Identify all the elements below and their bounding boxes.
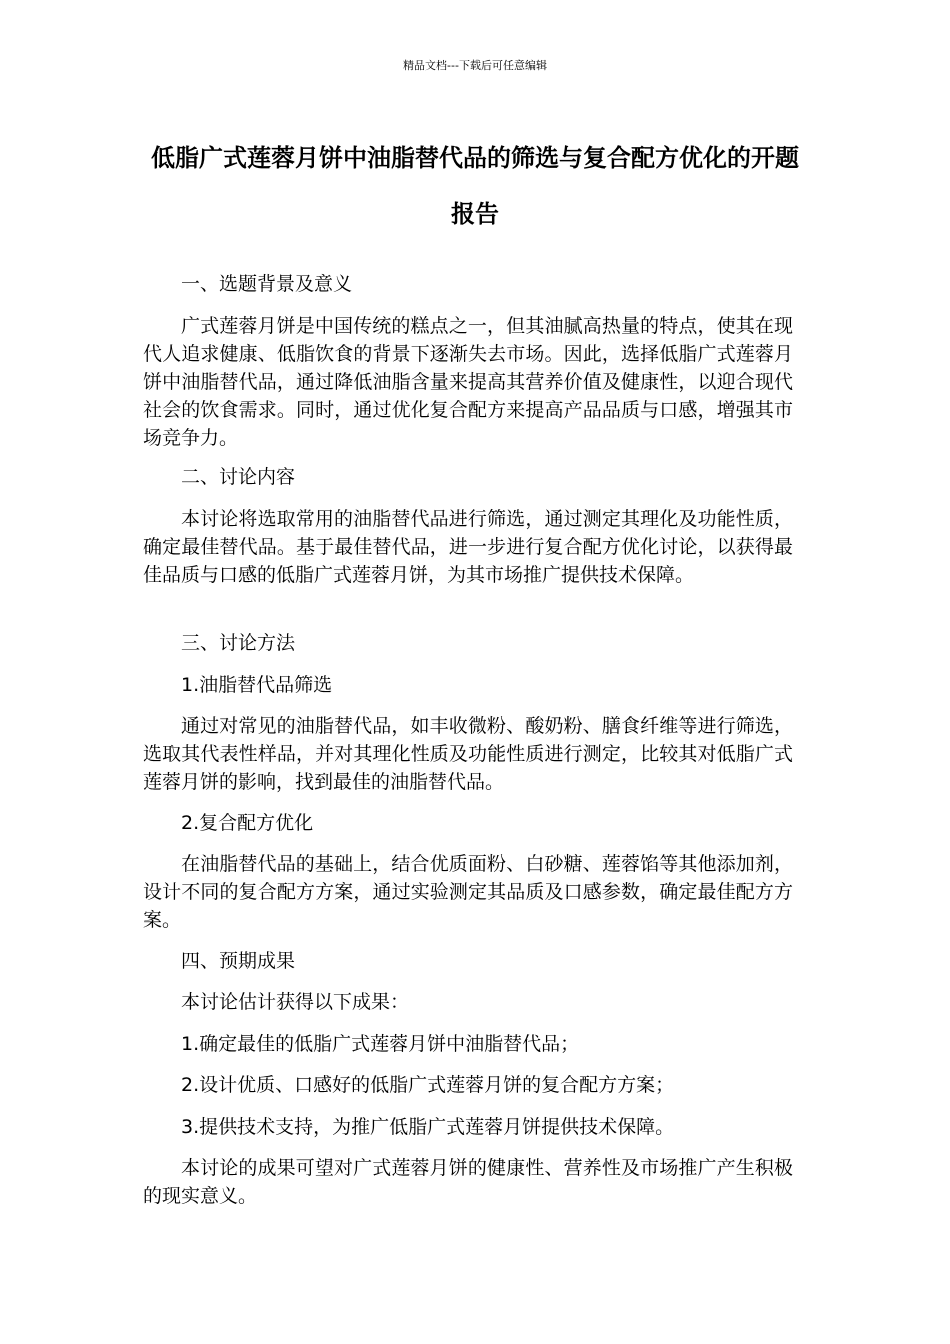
paragraph-content: 本讨论将选取常用的油脂替代品进行筛选，通过测定其理化及功能性质，确定最佳替代品。基于最佳替代品，进一步进行复合配方优化讨论，以获得最佳品质与口感的低脂广式莲蓉月饼，为其市场推广提供技术保障。 [143,508,793,586]
subheading-formula: 2.复合配方优化 [181,812,314,834]
document-title: 低脂广式莲蓉月饼中油脂替代品的筛选与复合配方优化的开题报告 [151,144,799,228]
section-heading-results: 四、预期成果 [181,950,296,972]
paragraph-background: 广式莲蓉月饼是中国传统的糕点之一，但其油腻高热量的特点，使其在现代人追求健康、低脂饮食的背景下逐渐失去市场。因此，选择低脂广式莲蓉月饼中油脂替代品，通过降低油脂含量来提高其营养价值及健康性，以迎合现代社会的饮食需求。同时，通过优化复合配方来提高产品品质与口感，增强其市场竞争力。 [143,315,793,449]
list-item-result-3: 3.提供技术支持，为推广低脂广式莲蓉月饼提供技术保障。 [181,1116,675,1138]
paragraph-screening: 通过对常见的油脂替代品，如丰收微粉、酸奶粉、膳食纤维等进行筛选，选取其代表性样品，并对其理化性质及功能性质进行测定，比较其对低脂广式莲蓉月饼的影响，找到最佳的油脂替代品。 [143,715,793,793]
paragraph-formula: 在油脂替代品的基础上，结合优质面粉、白砂糖、莲蓉馅等其他添加剂，设计不同的复合配方方案，通过实验测定其品质及口感参数，确定最佳配方方案。 [143,853,793,931]
section-heading-content: 二、讨论内容 [181,466,296,488]
paragraph-results-intro: 本讨论估计获得以下成果： [181,991,410,1013]
paragraph-conclusion: 本讨论的成果可望对广式莲蓉月饼的健康性、营养性及市场推广产生积极的现实意义。 [143,1157,793,1207]
section-heading-background: 一、选题背景及意义 [181,273,353,295]
list-item-result-1: 1.确定最佳的低脂广式莲蓉月饼中油脂替代品； [181,1033,580,1055]
page-header-note: 精品文档---下载后可任意编辑 [403,59,547,72]
subheading-screening: 1.油脂替代品筛选 [181,674,333,696]
section-heading-method: 三、讨论方法 [181,632,296,654]
list-item-result-2: 2.设计优质、口感好的低脂广式莲蓉月饼的复合配方方案； [181,1074,675,1096]
